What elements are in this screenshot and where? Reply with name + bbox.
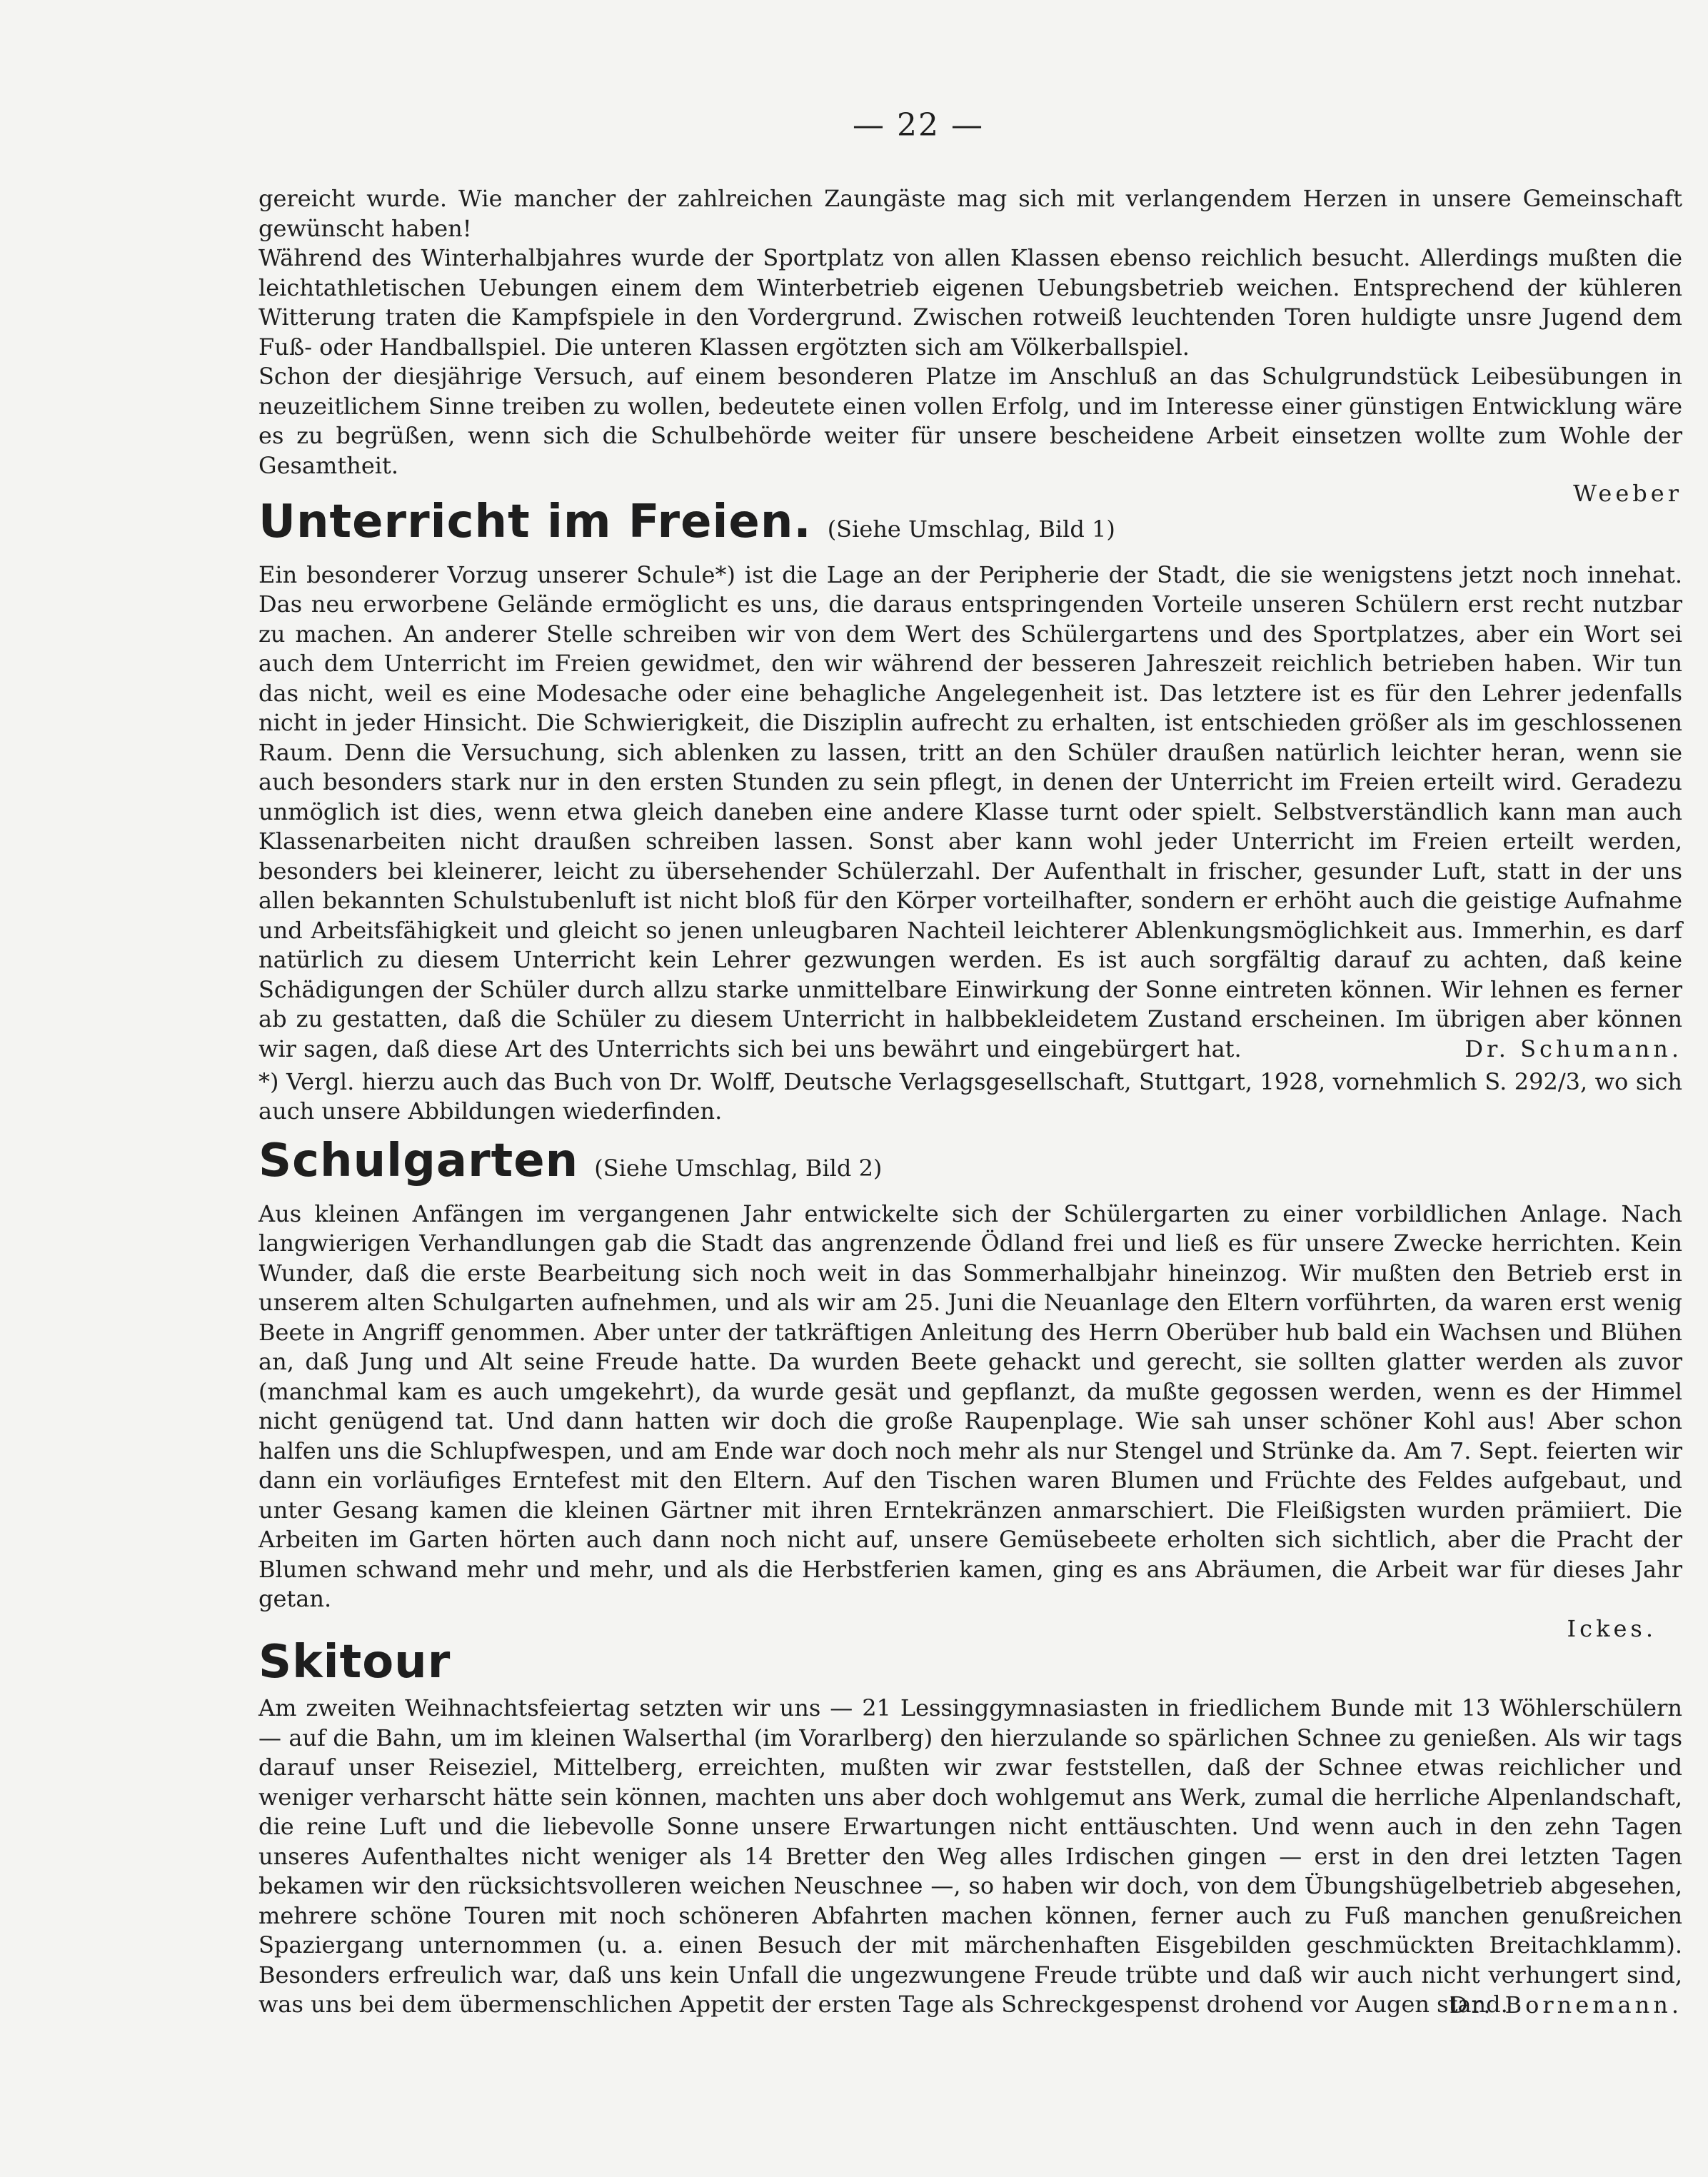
- schulgarten-heading-note: (Siehe Umschlag, Bild 2): [594, 1154, 883, 1182]
- skitour-author: Dr. Bornemann.: [1449, 1991, 1682, 2018]
- unterricht-author: Dr. Schumann.: [1465, 1035, 1682, 1062]
- unterricht-heading-note: (Siehe Umschlag, Bild 1): [827, 515, 1115, 543]
- sport-paragraph-1: gereicht wurde. Wie mancher der zahlreichen Zaungäste mag sich mit verlangendem Herzen in unsere Gemeinschaft gewünscht haben!: [258, 185, 1682, 242]
- unterricht-body: Ein besonderer Vorzug unserer Schule*) ist die Lage an der Peripherie der Stadt, die sie wenigstens jetzt noch innehat. Das neu erworbene Gelände ermöglicht es uns, die daraus entspringenden Vorteile unseren Schülern erst recht nutzbar zu machen. An anderer Stelle schreiben wir von dem Wert des Schülergartens und des Sportplatzes, aber ein Wort sei auch dem Unterricht im Freien gewidmet, den wir während der besseren Jahreszeit reichlich betrieben haben. Wir tun das nicht, weil es eine Modesache oder eine behagliche Angelegenheit ist. Das letztere ist es für den Lehrer jedenfalls nicht in jeder Hinsicht. Die Schwierigkeit, die Disziplin aufrecht zu erhalten, ist entschieden größer als im geschlossenen Raum. Denn die Versuchung, sich ablenken zu lassen, tritt an den Schüler draußen natürlich leichter heran, wenn sie auch besonders stark nur in den ersten Stunden zu sein pflegt, in denen der Unterricht im Freien erteilt wird. Geradezu unmöglich ist dies, wenn etwa gleich daneben eine andere Klasse turnt oder spielt. Selbstverständlich kann man auch Klassenarbeiten nicht draußen schreiben lassen. Sonst aber kann wohl jeder Unterricht im Freien erteilt werden, besonders bei kleinerer, leicht zu übersehender Schülerzahl. Der Aufenthalt in frischer, gesunder Luft, statt in der uns allen bekannten Schulstubenluft ist nicht bloß für den Körper vorteilhafter, sondern er erhöht auch die geistige Aufnahme und Arbeitsfähigkeit und gleicht so jenen unleugbaren Nachteil leichterer Ablenkungsmöglichkeit aus. Immerhin, es darf natürlich zu diesem Unterricht kein Lehrer gezwungen werden. Es ist auch sorgfältig darauf zu achten, daß keine Schädigungen der Schüler durch allzu starke unmittelbare Einwirkung der Sonne eintreten können. Wir lehnen es ferner ab zu gestatten, daß die Schüler zu diesem Unterricht in halbbekleidetem Zustand erscheinen. Im übrigen aber können wir sagen, daß diese Art des Unterrichts sich bei uns bewährt und eingebürgert hat.: [258, 560, 1682, 1062]
- sport-paragraph-2: Während des Winterhalbjahres wurde der Sportplatz von allen Klassen ebenso reichlich besucht. Allerdings mußten die leichtathletischen Uebungen einem dem Winterbetrieb eigenen Uebungsbetrieb weichen. Entsprechend der kühleren Witterung traten die Kampfspiele in den Vordergrund. Zwischen rotweiß leuchtenden Toren huldigte unsre Jugend dem Fuß- oder Handballspiel. Die unteren Klassen ergötzten sich am Völkerballspiel.: [258, 244, 1682, 361]
- unterricht-section: [258, 493, 1682, 1127]
- schulgarten-section: [258, 1132, 1682, 1644]
- unterricht-heading: [258, 493, 1682, 558]
- skitour-text: Am zweiten Weihnachtsfeiertag setzten wir uns — 21 Lessinggymnasiasten in friedlichem Bunde mit 13 Wöhlerschülern — auf die Bahn, um im kleinen Walserthal (im Vorarlberg) den hierzulande so spärlichen Schnee zu genießen. Als wir tags darauf unser Reiseziel, Mittelberg, erreichten, mußten wir zwar feststellen, daß der Schnee etwas reichlicher und weniger verharscht hätte sein können, machten uns aber doch wohlgemut ans Werk, zumal die herrliche Alpenlandschaft, die reine Luft und die liebevolle Sonne unsere Erwartungen nicht enttäuschten. Und wenn auch in den zehn Tagen unseres Aufenthaltes nicht weniger als 14 Bretter den Weg alles Irdischen gingen — erst in den drei letzten Tagen bekamen wir den rücksichtsvolleren weichen Neuschnee —, so haben wir doch, von dem Übungshügelbetrieb abgesehen, mehrere schöne Touren mit noch schöneren Abfahrten machen können, ferner auch zu Fuß manchen genußreichen Spaziergang unternommen (u. a. einen Besuch der mit märchenhaften Eisgebilden geschmückten Breitachklamm). Besonders erfreulich war, daß uns kein Unfall die ungezwungene Freude trübte und daß wir auch nicht verhungert sind, was uns bei dem übermenschlichen Appetit der ersten Tage als Schreckgespenst drohend vor Augen stand.: [258, 1694, 1682, 2018]
- schulgarten-heading: [258, 1132, 1682, 1197]
- unterricht-heading-text: Unterricht im Freien.: [258, 495, 812, 548]
- unterricht-footnote: *) Vergl. hierzu auch das Buch von Dr. Wolff, Deutsche Verlagsgesellschaft, Stuttgart, 1928, vornehmlich S. 292/3, wo sich auch unsere Abbildungen wiederfinden.: [258, 1067, 1682, 1125]
- page-number: — 22 —: [853, 107, 984, 144]
- sport-author: Weeber: [1573, 480, 1682, 507]
- skitour-section: [258, 1634, 1682, 2020]
- skitour-heading: Skitour: [258, 1636, 451, 1689]
- schulgarten-author: Ickes.: [1567, 1614, 1657, 1642]
- sport-paragraph-3: Schon der diesjährige Versuch, auf einem besonderen Platze im Anschluß an das Schulgrundstück Leibesübungen in neuzeitlichem Sinne treiben zu wollen, bedeutete einen vollen Erfolg, und im Interesse einer günstigen Entwicklung wäre es zu begrüßen, wenn sich die Schulbehörde weiter für unsere bescheidene Arbeit einsetzen wollte zum Wohle der Gesamtheit.: [258, 363, 1682, 479]
- sport-section: [258, 184, 1682, 509]
- schulgarten-text: Aus kleinen Anfängen im vergangenen Jahr entwickelte sich der Schülergarten zu einer vorbildlichen Anlage. Nach langwierigen Verhandlungen gab die Stadt das angrenzende Ödland frei und ließ es für unsere Zwecke herrichten. Kein Wunder, daß die erste Bearbeitung sich noch weit in das Sommerhalbjahr hineinzog. Wir mußten den Betrieb erst in unserem alten Schulgarten aufnehmen, und als wir am 25. Juni die Neuanlage den Eltern vorführten, da waren erst wenig Beete in Angriff genommen. Aber unter der tatkräftigen Anleitung des Herrn Oberüber hub bald ein Wachsen und Blühen an, daß Jung und Alt seine Freude hatte. Da wurden Beete gehackt und gerecht, sie sollten glatter werden als zuvor (manchmal kam es auch umgekehrt), da wurde gesät und gepflanzt, da mußte gegossen werden, wenn es der Himmel nicht genügend tat. Und dann hatten wir doch die große Raupenplage. Wie sah unser schöner Kohl aus! Aber schon halfen uns die Schlupfwespen, und am Ende war doch noch mehr als nur Stengel und Strünke da. Am 7. Sept. feierten wir dann ein vorläufiges Erntefest mit den Eltern. Auf den Tischen waren Blumen und Früchte des Feldes aufgebaut, und unter Gesang kamen die kleinen Gärtner mit ihren Erntekränzen anmarschiert. Die Fleißigsten wurden prämiiert. Die Arbeiten im Garten hörten auch dann noch nicht auf, unsere Gemüsebeete erholten sich sichtlich, aber die Pracht der Blumen schwand mehr und mehr, und als die Herbstferien kamen, ging es ans Abräumen, die Arbeit war für dieses Jahr getan.: [258, 1200, 1682, 1612]
- schulgarten-heading-text: Schulgarten: [258, 1134, 579, 1187]
- page-content: [258, 184, 1682, 2020]
